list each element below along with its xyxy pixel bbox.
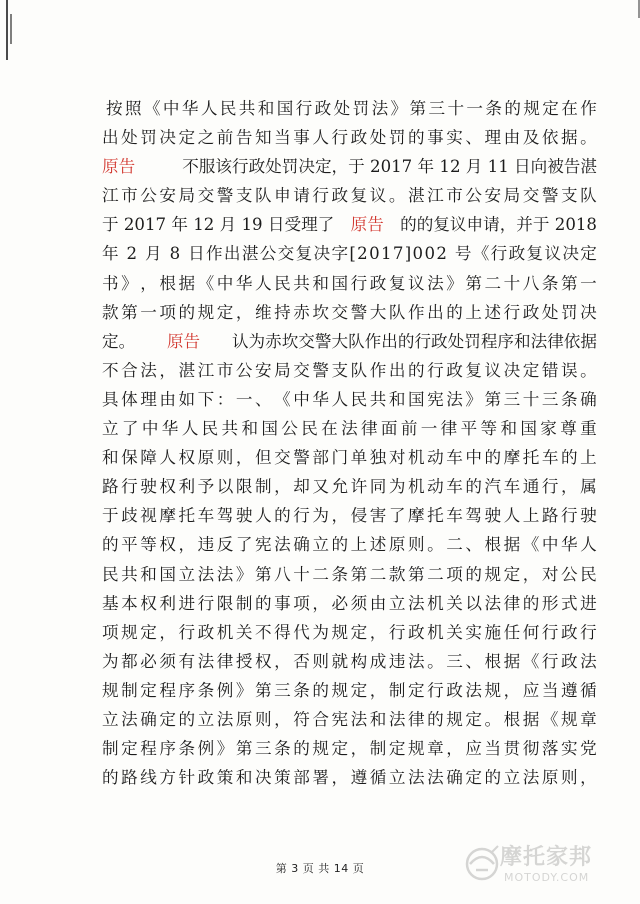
text-line	[102, 327, 597, 356]
text-line	[102, 123, 597, 152]
scan-edge-mark	[10, 14, 12, 44]
text-line	[102, 560, 597, 589]
text-segment: 为 都 必 须 有 法 律 授 权 ， 否 则 就 构 成 违 法 。 三 、 根 据 《 行 政 法	[102, 651, 597, 671]
text-segment: 立 法 确 定 的 立 法 原 则 ， 符 合 宪 法 和 法 律 的 规 定 。 根 据 《 规 章	[102, 709, 597, 729]
text-line	[102, 239, 597, 268]
text-segment: 基 本 权 利 进 行 限 制 的 事 项 ， 必 须 由 立 法 机 关 以 法 律 的 形 式 进	[102, 593, 597, 613]
text-segment: 不 合 法 ， 湛 江 市 公 安 局 交 警 支 队 作 出 的 行 政 复 议 决 定 错 误 。	[102, 360, 597, 380]
text-line	[102, 589, 597, 618]
text-segment: 立 了 中 华 人 民 共 和 国 公 民 在 法 律 面 前 一 律 平 等 和 国 家 尊 重	[102, 419, 597, 439]
text-segment: 款 第 一 项 的 规 定 ， 维 持 赤 坎 交 警 大 队 作 出 的 上 述 行 政 处 罚 决	[102, 302, 597, 322]
scan-edge-mark	[6, 0, 8, 60]
highlighted-term: 原告	[350, 215, 384, 235]
text-line	[102, 530, 597, 559]
watermark	[462, 836, 612, 892]
text-segment: 于 2017 年 12 月 19 日受理了	[102, 215, 335, 235]
text-line	[102, 472, 597, 501]
text-segment: 江 市 公 安 局 交 警 支 队 申 请 行 政 复 议 。 湛 江 市 公 安 局 交 警 支 队	[102, 186, 597, 206]
text-segment: 年 2 月 8 日 作 出 湛 公 交 复 决 字 [ 2 0 1 7 ] 0 0 2 号 《 行 政 复 议 决 定	[102, 244, 597, 264]
text-line	[102, 298, 597, 327]
document-body	[102, 94, 597, 792]
text-segment: 于 歧 视 摩 托 车 驾 驶 人 的 行 为 ， 侵 害 了 摩 托 车 驾 驶 人 上 路 行 驶	[102, 506, 597, 526]
text-line	[102, 210, 597, 239]
highlighted-term: 原告	[166, 331, 201, 351]
text-line	[102, 414, 597, 443]
text-segment: 按 照 《 中 华 人 民 共 和 国 行 政 处 罚 法 》 第 三 十 一 条 的 规 定 在 作	[106, 99, 597, 118]
watermark-url: MOTODY.COM	[504, 871, 590, 884]
text-line	[102, 385, 597, 414]
text-line	[102, 94, 597, 123]
text-segment: 的 平 等 权 ， 违 反 了 宪 法 确 立 的 上 述 原 则 。 二 、 根 据 《 中 华 人	[102, 535, 597, 555]
text-line	[102, 705, 597, 734]
page-number: 第 3 页 共 14 页	[275, 862, 365, 875]
text-line	[102, 356, 597, 385]
text-segment: 认为赤坎交警大队作出的行政处罚程序和法律依据	[231, 331, 597, 351]
text-line	[102, 443, 597, 472]
text-line	[102, 647, 597, 676]
text-segment: 路 行 驶 权 利 予 以 限 制 ， 却 又 允 许 同 为 机 动 车 的 汽 车 通 行 ， 属	[102, 477, 597, 497]
text-segment: 出 处 罚 决 定 之 前 告 知 当 事 人 行 政 处 罚 的 事 实 、 理 由 及 依 据 。	[102, 128, 597, 148]
text-segment: 制 定 程 序 条 例 》 第 三 条 的 规 定 ， 制 定 规 章 ， 应 当 贯 彻 落 实 党	[102, 739, 597, 759]
text-segment: 具 体 理 由 如 下 ： 一 、 《 中 华 人 民 共 和 国 宪 法 》 第 三 十 三 条 确	[102, 389, 597, 409]
text-segment: 的的复议申请，并于 2018	[400, 215, 597, 235]
text-line	[102, 181, 597, 210]
watermark-title: 摩托家邦	[500, 845, 593, 870]
text-segment: 和 保 障 人 权 原 则 ， 但 交 警 部 门 单 独 对 机 动 车 中 的 摩 托 车 的 上	[102, 448, 597, 468]
text-segment: 的 路 线 方 针 政 策 和 决 策 部 署 ， 遵 循 立 法 法 确 定 的 立 法 原 则 ，	[102, 768, 597, 788]
text-line	[102, 269, 597, 298]
text-segment: 定。	[102, 331, 136, 351]
text-line	[102, 734, 597, 763]
text-line	[102, 763, 597, 792]
text-segment: 民 共 和 国 立 法 法 》 第 八 十 二 条 第 二 款 第 二 项 的 规 定 ， 对 公 民	[102, 564, 597, 584]
motorcycle-helmet-icon	[462, 842, 502, 882]
highlighted-term: 原告	[102, 157, 136, 177]
text-segment: 规 制 定 程 序 条 例 》 第 三 条 的 规 定 ， 制 定 行 政 法 规 ， 应 当 遵 循	[102, 680, 597, 700]
text-segment: 书 》 ， 根 据 《 中 华 人 民 共 和 国 行 政 复 议 法 》 第 二 十 八 条 第 一	[102, 273, 597, 293]
text-line	[102, 152, 597, 181]
text-line	[102, 676, 597, 705]
text-segment: 不服该行政处罚决定，于 2017 年 12 月 11 日向被告湛	[182, 157, 597, 177]
text-line	[102, 501, 597, 530]
text-segment: 项 规 定 ， 行 政 机 关 不 得 代 为 规 定 ， 行 政 机 关 实 施 任 何 行 政 行	[102, 622, 597, 642]
text-line	[102, 618, 597, 647]
